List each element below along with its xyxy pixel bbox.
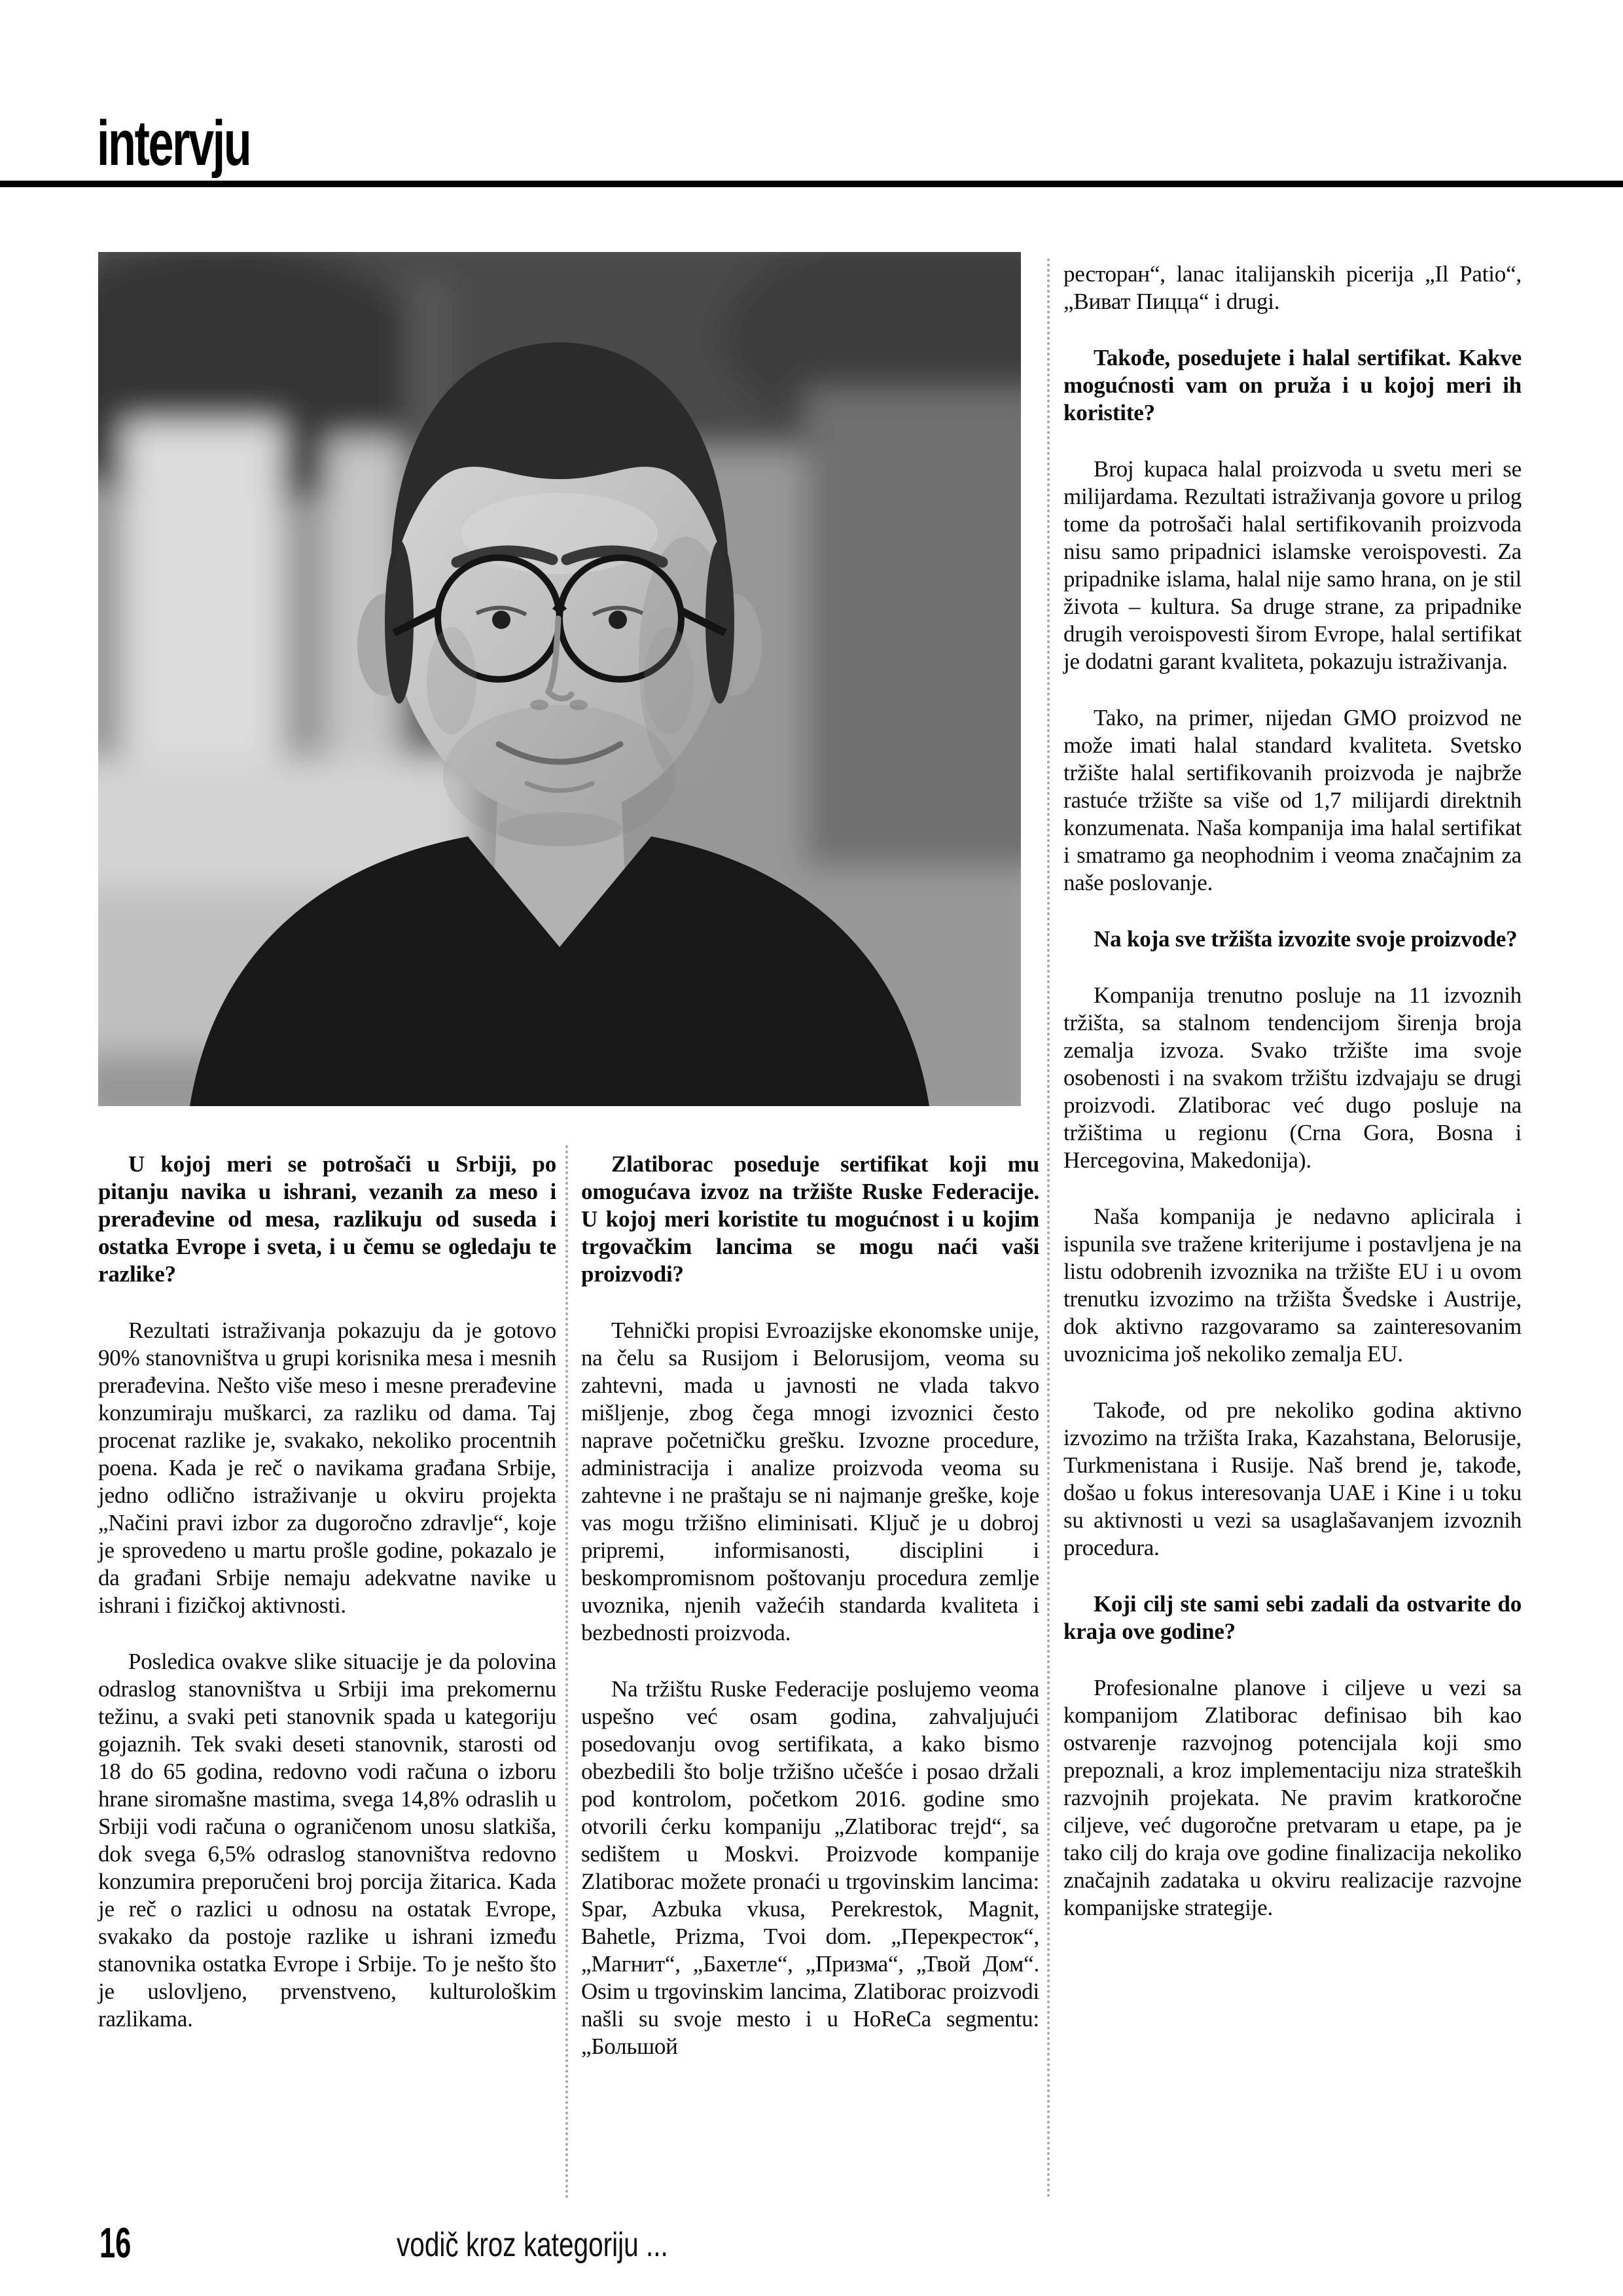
answer-paragraph: Na tržištu Ruske Federacije poslujemo veoma uspešno već osam godina, zahvaljujući posedovanju ovog sertifikata, a kako bismo obezbedili što bolje tržišno učešće i posao držali pod kontrolom, početkom 2016. godine smo otvorili ćerku kompaniju „Zlatiborac trejd“, sa sedištem u Moskvi. Proizvode kompanije Zlatiborac možete pronaći u trgovinskim lancima: Spar, Azbuka vkusa, Perekrestok, Magnit, Bahetle, Prizma, Tvoi dom. „Перекресток“, „Магнит“, „Бахетле“, „Призма“, „Твой Дом“. Osim u trgovinskim lancima, Zlatiborac proizvodi našli su svoje mesto i u HoReCa segmentu: „Большой [581,1676,1039,2059]
answer-paragraph: Profesionalne planove i ciljeve u vezi sa kompanijom Zlatiborac definisao bih kao ostvarenje razvojnog potencijala koji smo prepoznali, a kroz implementaciju niza strateških razvojnih projekata. Ne pravim kratkoročne ciljeve, već dugoročne pretvaram u etape, pa je tako cilj do kraja ove godine finalizacija nekoliko značajnih zadataka u okviru realizacije razvojne kompanijske strategije. [1063,1675,1522,1920]
answer-paragraph: Tako, na primer, nijedan GMO proizvod ne može imati halal standard kvaliteta. Svetsko tržište halal sertifikovanih proizvoda je najbrže rastuće tržište sa više od 1,7 milijardi direktnih konzumenata. Naša kompanija ima halal sertifikat i smatramo ga neophodnim i veoma značajnim za naše poslovanje. [1063,705,1522,895]
column-2 [581,1151,1039,2089]
header-rule [0,181,1623,187]
interview-question-habits: U kojoj meri se potrošači u Srbiji, po pitanju navika u ishrani, vezanih za meso i prerađevine od mesa, razlikuju od suseda i ostatka Evrope i sveta, i u čemu se ogledaju te razlike? [98,1151,556,1287]
section-title: intervju [97,108,251,179]
answer-paragraph: Rezultati istraživanja pokazuju da je gotovo 90% stanovništva u grupi korisnika mesa i mesnih prerađevina. Nešto više meso i mesne prerađevine konzumiraju muškarci, za razliku od dama. Taj procenat razlike je, svakako, nekoliko procentnih poena. Kada je reč o navikama građana Srbije, jedno odlično istraživanje u okviru projekta „Načini pravi izbor za dugoročno zdravlje“, koje je sprovedeno u martu prošle godine, pokazalo je da građani Srbije nemaju adekvatne navike u ishrani i fizičkoj aktivnosti. [98,1318,556,1618]
answer-paragraph: Posledica ovakve slike situacije je da polovina odraslog stanovništva u Srbiji ima prekomernu težinu, a svaki peti stanovnik spada u kategoriju gojaznih. Tek svaki deseti stanovnik, starosti od 18 do 65 godina, redovno vodi računa o izboru hrane siromašne mastima, svega 14,8% odraslih u Srbiji vodi računa o ograničenom unosu slatkiša, dok svega 6,5% odraslog stanovništva redovno konzumira preporučeni broj porcija žitarica. Kada je reč o razlici u odnosu na ostatak Evrope, svakako da postoje razlike u ishrani između stanovnika ostatka Evrope i Srbije. To je nešto što je uslovljeno, prvenstveno, kulturološkim razlikama. [98,1649,556,2032]
interviewee-photo [98,252,1021,1106]
column-separator-left [565,1145,568,2199]
interview-question-russia: Zlatiborac poseduje sertifikat koji mu omogućava izvoz na tržište Ruske Federacije. U kojoj meri koristite tu mogućnost i u kojim trgovačkim lancima se mogu naći vaši proizvodi? [581,1151,1039,1287]
column-separator-right [1047,259,1050,2199]
answer-paragraph: Tehnički propisi Evroazijske ekonomske unije, na čelu sa Rusijom i Belorusijom, veoma su zahtevni, mada u javnosti ne vlada takvo mišljenje, zbog čega mnogi izvoznici često naprave početničku grešku. Izvozne procedure, administracija i analize proizvoda veoma su zahtevne i ne praštaju se ni najmanje greške, koje vas mogu tržišno eliminisati. Ključ je u dobroj pripremi, informisanosti, disciplini i beskompromisnom poštovanju procedura zemlje uvoznika, njenih važećih standarda kvaliteta i bezbednosti proizvoda. [581,1318,1039,1645]
interview-question-goal: Koji cilj ste sami sebi zadali da ostvarite do kraja ove godine? [1063,1591,1522,1644]
interview-question-halal: Takođe, posedujete i halal sertifikat. Kakve mogućnosti vam on pruža i u kojoj meri ih koristite? [1063,345,1522,425]
answer-paragraph-continued: ресторан“, lanac italijanskih picerija „Il Patio“, „Виват Пицца“ i drugi. [1063,261,1522,314]
column-1 [98,1151,556,2062]
answer-paragraph: Kompanija trenutno posluje na 11 izvoznih tržišta, sa stalnom tendencijom širenja broja zemalja izvoza. Svako tržište ima svoje osobenosti i na svakom tržištu izdvajaju se drugi proizvodi. Zlatiborac već dugo posluje na tržištima u regionu (Crna Gora, Bosna i Hercegovina, Makedonija). [1063,982,1522,1173]
answer-paragraph: Broj kupaca halal proizvoda u svetu meri se milijardama. Rezultati istraživanja govore u prilog tome da potrošači halal sertifikovanih proizvoda nisu samo pripadnici islamske veroispovesti. Za pripadnike islama, halal nije samo hrana, on je stil života – kultura. Sa druge strane, za pripadnike drugih veroispovesti širom Evrope, halal sertifikat je dodatni garant kvaliteta, pokazuju istraživanja. [1063,456,1522,674]
portrait-photo-illustration [98,252,1021,1106]
column-3 [1063,260,1522,1950]
answer-paragraph: Naša kompanija je nedavno aplicirala i ispunila sve tražene kriterijume i postavljena je na listu odobrenih izvoznika na tržište EU i u ovom trenutku izvozimo na tržišta Švedske i Austrije, dok aktivno razgovaramo sa zainteresovanim uvoznicima još nekoliko zemalja EU. [1063,1204,1522,1367]
page-number: 16 [99,2219,132,2267]
answer-paragraph: Takođe, od pre nekoliko godina aktivno izvozimo na tržišta Iraka, Kazahstana, Belorusije, Turkmenistana i Rusije. Naš brend je, takođe, došao u fokus interesovanja UAE i Kine i u toku su aktivnosti u vezi sa usaglašavanjem izvoznih procedura. [1063,1397,1522,1560]
footer-tagline: vodič kroz kategoriju ... [397,2226,668,2264]
interview-question-markets: Na koja sve tržišta izvozite svoje proizvode? [1094,926,1518,952]
